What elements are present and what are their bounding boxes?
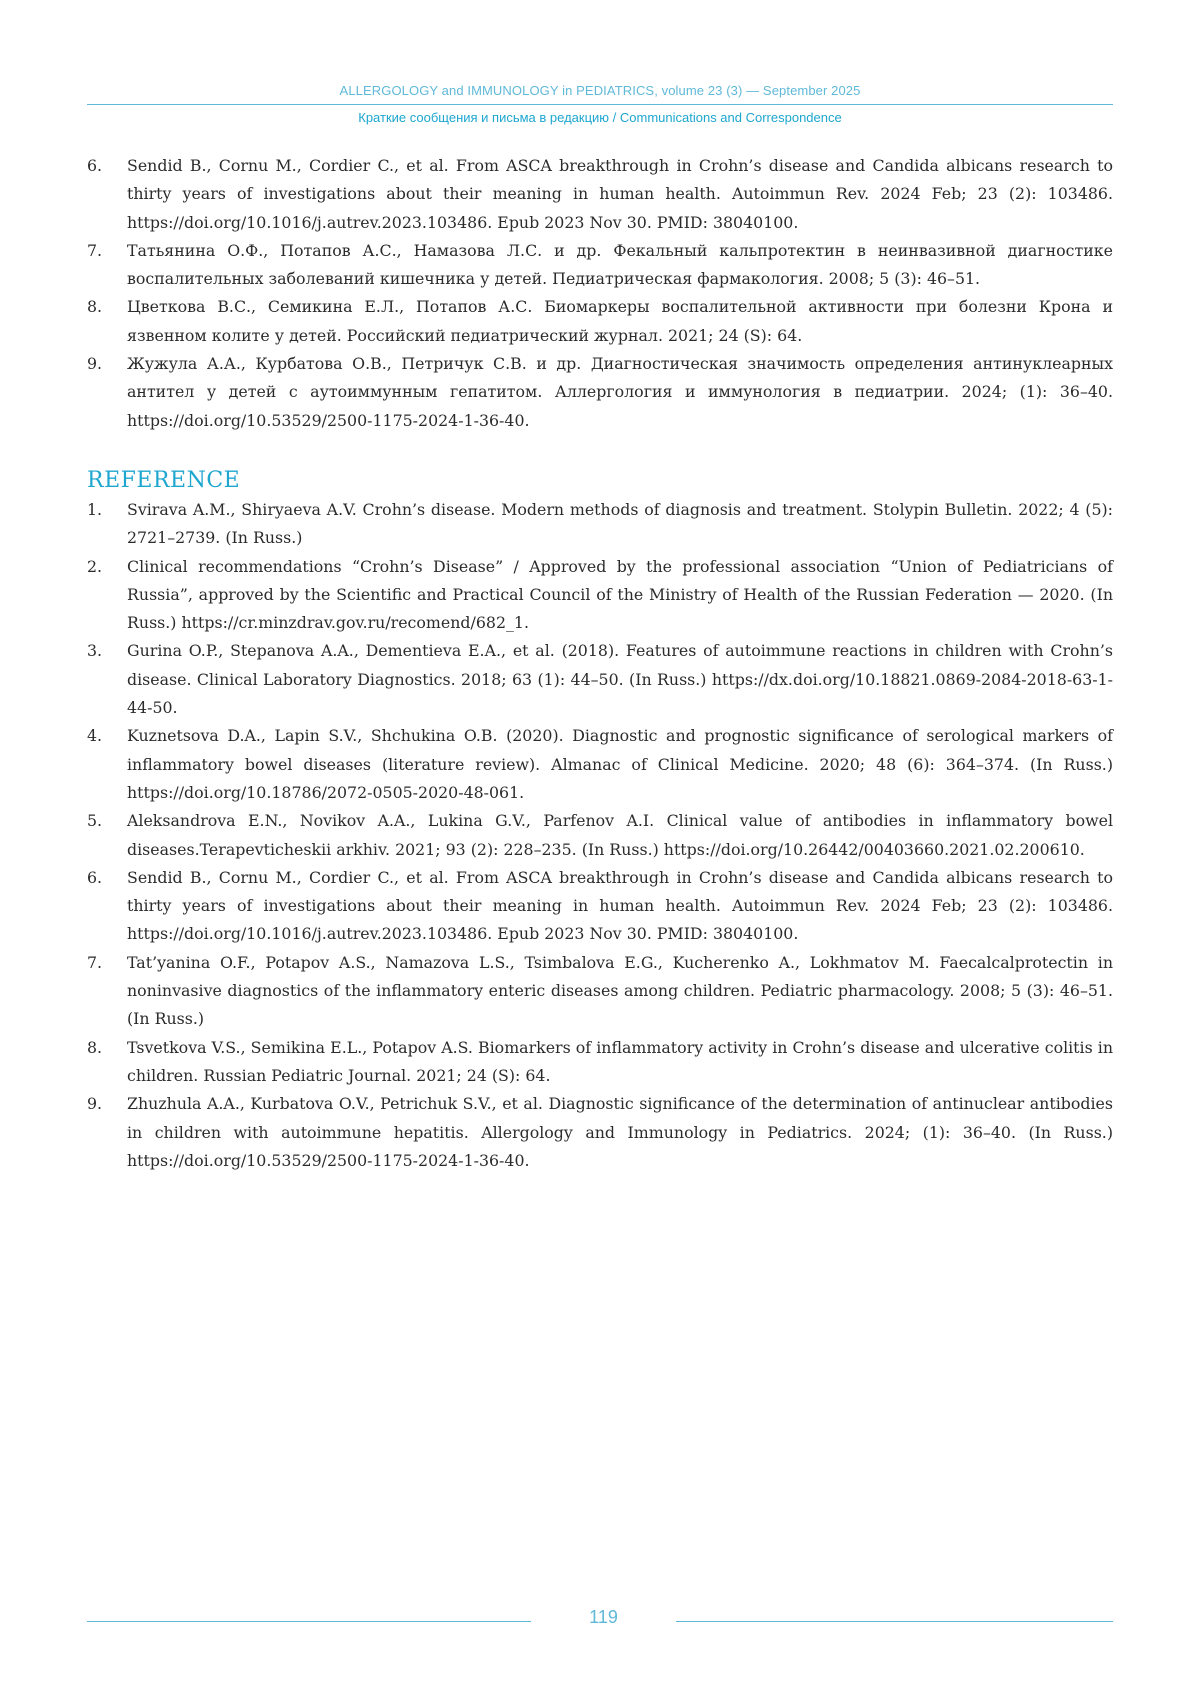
- list-item: [87, 807, 1113, 864]
- list-item: [87, 553, 1113, 638]
- item-text: Жужула А.А., Курбатова О.В., Петричук С.В. и др. Диагностическая значимость определения антинуклеарных антител у детей с аутоиммунным гепатитом. Аллергология и иммунология в педиатрии. 2024; (1): 36–40. https://doi.org/10.53529/2500-1175-2024-1-36-40.: [127, 354, 1113, 430]
- list-item: [87, 1090, 1113, 1175]
- item-number: 8.: [87, 297, 103, 317]
- item-text: Kuznetsova D.A., Lapin S.V., Shchukina O.B. (2020). Diagnostic and prognostic significance of serological markers of inflammatory bowel diseases (literature review). Almanac of Clinical Medicine. 2020; 48 (6): 364–374. (In Russ.) https://doi.org/10.18786/2072-0505-2020-48-061.: [127, 726, 1113, 802]
- item-number: 2.: [87, 556, 103, 576]
- item-number: 9.: [87, 1094, 103, 1114]
- item-text: Татьянина О.Ф., Потапов А.С., Намазова Л.С. и др. Фекальный кальпротектин в неинвазивной диагностике воспалительных заболеваний кишечника у детей. Педиатрическая фармакология. 2008; 5 (3): 46–51.: [127, 240, 1113, 289]
- list-item: [87, 949, 1113, 1034]
- list-item: [87, 237, 1113, 294]
- list-item: [87, 637, 1113, 722]
- item-text: Цветкова В.С., Семикина Е.Л., Потапов А.С. Биомаркеры воспалительной активности при болезни Крона и язвенном колите у детей. Российский педиатрический журнал. 2021; 24 (S): 64.: [127, 297, 1113, 345]
- item-number: 8.: [87, 1037, 103, 1057]
- russian-reference-list: [87, 152, 1113, 435]
- item-number: 7.: [87, 952, 103, 972]
- item-text: Sendid B., Cornu M., Cordier C., et al. From ASCA breakthrough in Crohn’s disease and Candida albicans research to thirty years of investigations about their meaning in human health. Autoimmun Rev. 2024 Feb; 23 (2): 103486. https://doi.org/10.1016/j.autrev.2023.103486. Epub 2023 Nov 30. PMID: 38040100.: [127, 867, 1113, 944]
- item-text: Sendid B., Cornu M., Cordier C., et al. From ASCA breakthrough in Crohn’s disease and Candida albicans research to thirty years of investigations about their meaning in human health. Autoimmun Rev. 2024 Feb; 23 (2): 103486. https://doi.org/10.1016/j.autrev.2023.103486. Epub 2023 Nov 30. PMID: 38040100.: [127, 156, 1113, 232]
- page-number: 119: [589, 1607, 618, 1627]
- list-item: [87, 152, 1113, 237]
- item-number: 9.: [87, 354, 103, 374]
- section-header: Краткие сообщения и письма в редакцию / Communications and Correspondence: [358, 110, 842, 125]
- header-divider: [87, 104, 1113, 105]
- footer-divider-left: [87, 1621, 531, 1622]
- item-text: Svirava A.M., Shiryaeva A.V. Crohn’s disease. Modern methods of diagnosis and treatment. Stolypin Bulletin. 2022; 4 (5): 2721–2739. (In Russ.): [127, 499, 1113, 548]
- reference-heading: REFERENCE: [87, 467, 241, 493]
- english-reference-list: [87, 496, 1113, 1175]
- item-number: 6.: [87, 867, 103, 887]
- footer-divider-right: [676, 1621, 1113, 1622]
- page-content: [87, 152, 1113, 1175]
- journal-header: ALLERGOLOGY and IMMUNOLOGY in PEDIATRICS, volume 23 (3) — September 2025: [339, 83, 861, 98]
- item-number: 7.: [87, 240, 103, 260]
- list-item: [87, 293, 1113, 350]
- item-number: 6.: [87, 156, 103, 175]
- item-number: 5.: [87, 811, 103, 831]
- item-text: Clinical recommendations “Crohn’s Disease” / Approved by the professional association “Union of Pediatricians of Russia”, approved by the Scientific and Practical Council of the Ministry of Health of the Russian Federation — 2020. (In Russ.) https://cr.minzdrav.gov.ru/recomend/682_1.: [127, 556, 1113, 633]
- item-text: Tat’yanina O.F., Potapov A.S., Namazova L.S., Tsimbalova E.G., Kucherenko A., Lokhmatov M. Faecalcalprotectin in noninvasive diagnostics of the inflammatory enteric diseases among children. Pediatric pharmacology. 2008; 5 (3): 46–51. (In Russ.): [127, 952, 1113, 1029]
- list-item: [87, 496, 1113, 553]
- item-text: Aleksandrova E.N., Novikov A.A., Lukina G.V., Parfenov A.I. Clinical value of antibodies in inflammatory bowel diseases.Terapevticheskii arkhiv. 2021; 93 (2): 228–235. (In Russ.) https://doi.org/10.26442/00403660.2021.02.200610.: [127, 811, 1113, 859]
- list-item: [87, 1034, 1113, 1091]
- list-item: [87, 350, 1113, 435]
- item-text: Tsvetkova V.S., Semikina E.L., Potapov A.S. Biomarkers of inflammatory activity in Crohn’s disease and ulcerative colitis in children. Russian Pediatric Journal. 2021; 24 (S): 64.: [127, 1037, 1113, 1085]
- item-text: Gurina O.P., Stepanova A.A., Dementieva E.A., et al. (2018). Features of autoimmune reactions in children with Crohn’s disease. Clinical Laboratory Diagnostics. 2018; 63 (1): 44–50. (In Russ.) https://dx.doi.org/10.18821.0869-2084-2018-63-1-44-50.: [127, 641, 1113, 718]
- list-item: [87, 722, 1113, 807]
- item-text: Zhuzhula A.A., Kurbatova O.V., Petrichuk S.V., et al. Diagnostic significance of the determination of antinuclear antibodies in children with autoimmune hepatitis. Allergology and Immunology in Pediatrics. 2024; (1): 36–40. (In Russ.) https://doi.org/10.53529/2500-1175-2024-1-36-40.: [127, 1094, 1113, 1170]
- list-item: [87, 864, 1113, 949]
- item-number: 3.: [87, 641, 103, 661]
- item-number: 1.: [87, 499, 103, 519]
- item-number: 4.: [87, 726, 103, 746]
